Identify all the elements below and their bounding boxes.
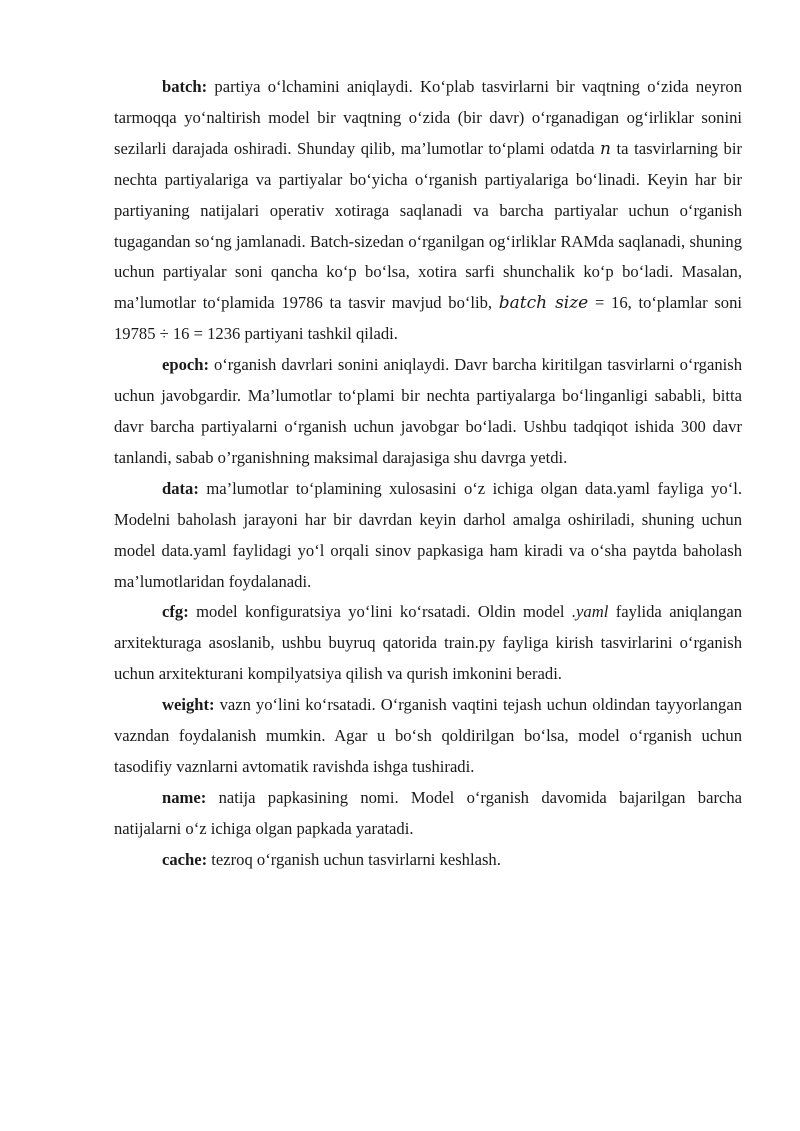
term-cfg: cfg: xyxy=(162,602,189,622)
name-text: natija papkasining nomi. Model o‘rganish davomida bajarilgan barcha natijalarni o‘z ichiga olgan papkada yaratadi. xyxy=(114,787,742,838)
paragraph-cfg xyxy=(114,597,742,690)
epoch-text: o‘rganish davrlari sonini aniqlaydi. Davr barcha kiritilgan tasvirlarni o‘rganish uchun javobgardir. Ma’lumotlar to‘plami bir nechta partiyalarga bo‘linganligi sababli, bitta davr barcha partiyalarni o‘rganish uchun javobgar bo‘ladi. Ushbu tadqiqot ishida 300 davr tanlandi, sabab o’rganishning maksimal darajasiga shu davrga yetdi. xyxy=(114,355,742,467)
cache-text: tezroq o‘rganish uchun tasvirlarni keshlash. xyxy=(207,849,501,869)
cfg-text-2: faylida aniqlangan arxitekturaga asoslanib, ushbu buyruq qatorida train.py fayliga kirish tasvirlarini o‘rganish uchun arxitekturani kompilyatsiya qilish va qurish imkonini beradi. xyxy=(114,602,742,684)
weight-text: vazn yo‘lini ko‘rsatadi. O‘rganish vaqtini tejash uchun oldindan tayyorlangan vazndan foydalanish mumkin. Agar u bo‘sh qoldirilgan bo‘lsa, model o‘rganish uchun tasodifiy vaznlarni avtomatik ravishda ishga tushiradi. xyxy=(114,695,742,776)
term-data: data: xyxy=(162,478,199,498)
paragraph-name xyxy=(114,783,742,845)
paragraph-cache xyxy=(114,845,742,876)
cfg-text-1: model konfiguratsiya yo‘lini ko‘rsatadi. Oldin model xyxy=(188,602,572,622)
math-n: 𝑛 xyxy=(600,138,611,159)
paragraph-weight xyxy=(114,690,742,783)
data-text: ma’lumotlar to‘plamining xulosasini o‘z ichiga olgan data.yaml fayliga yo‘l. Modelni baholash jarayoni har bir davrdan keyin darhol amalga oshiriladi, shuning uchun model data.yaml faylidagi yo‘l orqali sinov papkasiga ham kiradi va o‘sha paytda baholash ma’lumotlaridan foydalanadi. xyxy=(114,478,742,591)
term-weight: weight: xyxy=(162,695,215,715)
term-batch: batch: xyxy=(162,77,208,96)
term-epoch: epoch: xyxy=(162,355,210,375)
cfg-yaml-italic: .yaml xyxy=(571,602,609,622)
term-name: name: xyxy=(162,787,207,807)
paragraph-batch xyxy=(114,72,742,350)
batch-text-1: partiya o‘lchamini aniqlaydi. Ko‘plab tasvirlarni bir vaqtning o‘zida neyron tarmoqqa yo‘naltirish model bir vaqtning o‘zida (bir davr) o‘rganadigan og‘irliklar sonini sezilarli darajada oshiradi. Shunday qilib, ma’lumotlar to‘plami odatda xyxy=(114,77,742,158)
math-batch-size: 𝑏𝑎𝑡𝑐ℎ 𝑠𝑖𝑧𝑒 xyxy=(498,293,589,314)
term-cache: cache: xyxy=(162,849,208,869)
paragraph-data xyxy=(114,474,742,598)
batch-text-2: ta tasvirlarning bir nechta partiyalariga va partiyalar bo‘yicha o‘rganish partiyalariga bo‘linadi. Keyin har bir partiyaning natijalari operativ xotiraga saqlanadi va barcha partiyalar uchun o‘rganish tugagandan so‘ng jamlanadi. Batch-sizedan o‘rganilgan og‘irliklar RAMda saqlanadi, shuning uchun partiyalar soni qancha ko‘p bo‘lsa, xotira sarfi shunchalik ko‘p bo‘ladi. Masalan, ma’lumotlar to‘plamida 19786 ta tasvir mavjud bo‘lib, xyxy=(114,138,742,313)
document-page xyxy=(114,72,742,876)
paragraph-epoch xyxy=(114,350,742,474)
batch-text-3: = 16, to‘plamlar soni 19785 ÷ 16 = 1236 partiyani tashkil qiladi. xyxy=(114,293,742,344)
